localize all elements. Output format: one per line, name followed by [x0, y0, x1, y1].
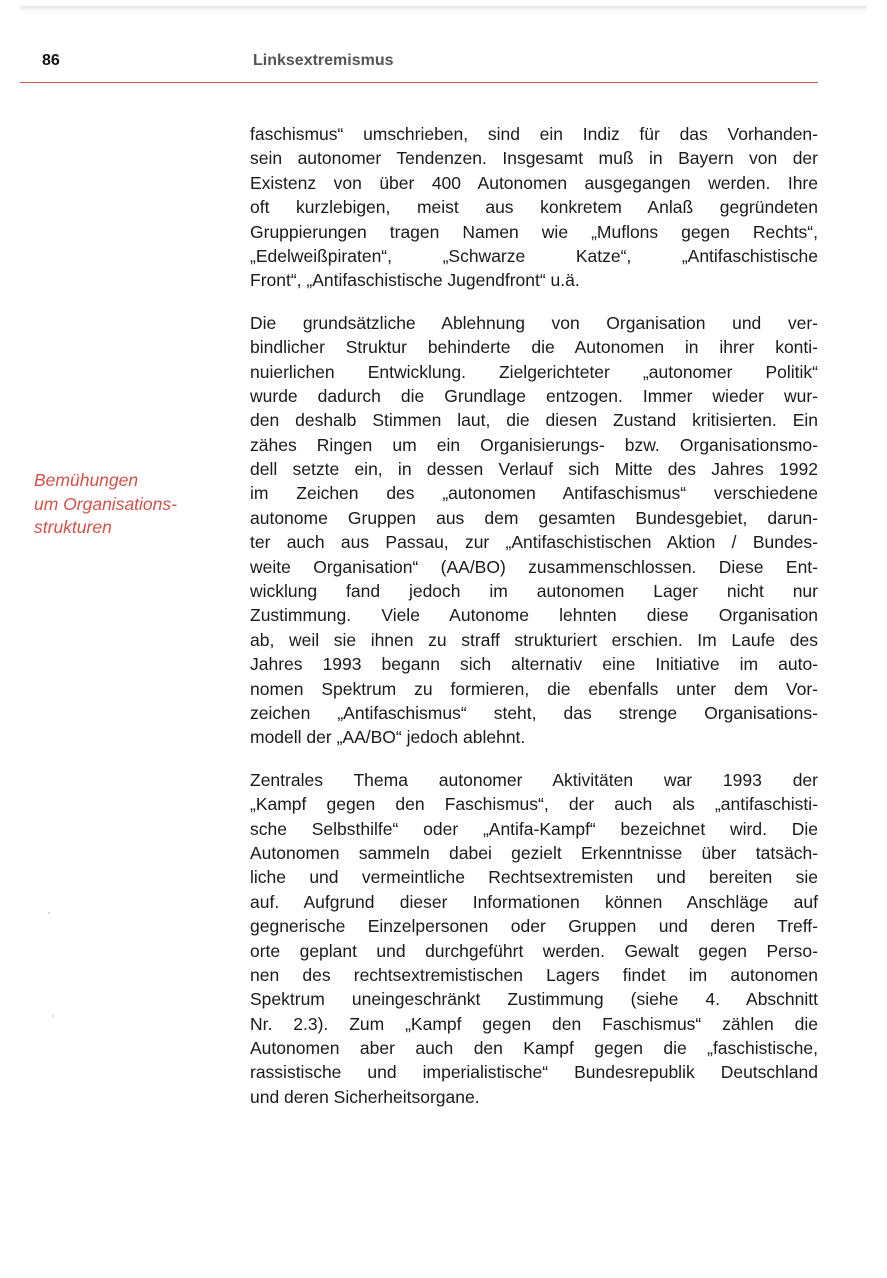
paragraph — [250, 122, 818, 293]
paragraph — [250, 311, 818, 750]
text-line: orte geplant und durchgeführt werden. Gewalt gegen Perso- — [250, 940, 818, 961]
text-line: modell der „AA/BO“ jedoch ablehnt. — [250, 727, 526, 748]
text-line: oft kurzlebigen, meist aus konkretem Anlaß gegründeten — [250, 197, 818, 218]
text-line: Spektrum uneingeschränkt Zustimmung (siehe 4. Abschnitt — [250, 989, 818, 1010]
text-line: „Kampf gegen den Faschismus“, der auch als „antifaschisti- — [250, 794, 818, 815]
page-number: 86 — [42, 52, 60, 69]
text-line: sche Selbsthilfe“ oder „Antifa-Kampf“ bezeichnet wird. Die — [250, 818, 818, 839]
text-line: dell setzte ein, in dessen Verlauf sich Mitte des Jahres 1992 — [250, 459, 818, 480]
text-line: gegnerische Einzelpersonen oder Gruppen und deren Treff- — [250, 916, 818, 937]
margin-note-line: Bemühungen — [34, 470, 139, 490]
text-line: Gruppierungen tragen Namen wie „Muflons gegen Rechts“, — [250, 221, 818, 242]
text-line: nen des rechtsextremistischen Lagers findet im autonomen — [250, 964, 818, 985]
text-line: Autonomen aber auch den Kampf gegen die „faschistische, — [250, 1038, 818, 1059]
text-line: rassistische und imperialistische“ Bundesrepublik Deutschland — [250, 1062, 818, 1083]
text-line: ab, weil sie ihnen zu straff strukturiert erschien. Im Laufe des — [250, 629, 818, 650]
margin-note-line: um Organisations- — [34, 493, 177, 514]
margin-note-line: strukturen — [34, 517, 112, 537]
text-line: ter auch aus Passau, zur „Antifaschistischen Aktion / Bundes- — [250, 532, 818, 553]
text-line: bindlicher Struktur behinderte die Autonomen in ihrer konti- — [250, 337, 818, 358]
paper-speck — [52, 1015, 54, 1017]
text-line: Front“, „Antifaschistische Jugendfront“ u.ä. — [250, 270, 580, 291]
text-line: wurde dadurch die Grundlage entzogen. Immer wieder wur- — [250, 385, 818, 406]
text-line: „Edelweißpiraten“, „Schwarze Katze“, „Antifaschistische — [250, 245, 818, 266]
text-line: liche und vermeintliche Rechtsextremisten und bereiten sie — [250, 867, 818, 888]
body-text — [250, 122, 818, 1127]
text-line: weite Organisation“ (AA/BO) zusammenschlossen. Diese Ent- — [250, 556, 818, 577]
text-line: zähes Ringen um ein Organisierungs- bzw. Organisationsmo- — [250, 434, 818, 455]
text-line: Zustimmung. Viele Autonome lehnten diese Organisation — [250, 605, 818, 626]
text-line: wicklung fand jedoch im autonomen Lager nicht nur — [250, 581, 818, 602]
text-line: Jahres 1993 begann sich alternativ eine Initiative im auto- — [250, 654, 818, 675]
text-line: und deren Sicherheitsorgane. — [250, 1086, 480, 1107]
text-line: im Zeichen des „autonomen Antifaschismus“ verschiedene — [250, 483, 818, 504]
text-line: autonome Gruppen aus dem gesamten Bundesgebiet, darun- — [250, 507, 818, 528]
page-header — [0, 52, 887, 92]
running-title: Linksextremismus — [253, 52, 394, 69]
text-line: Nr. 2.3). Zum „Kampf gegen den Faschismus“ zählen die — [250, 1013, 818, 1034]
text-line: auf. Aufgrund dieser Informationen können Anschläge auf — [250, 891, 818, 912]
text-line: den deshalb Stimmen laut, die diesen Zustand kritisierten. Ein — [250, 410, 818, 431]
text-line: Zentrales Thema autonomer Aktivitäten war 1993 der — [250, 769, 818, 790]
text-line: Existenz von über 400 Autonomen ausgegangen werden. Ihre — [250, 172, 818, 193]
margin-note — [34, 469, 234, 540]
text-line: faschismus“ umschrieben, sind ein Indiz für das Vorhanden- — [250, 124, 818, 144]
text-line: Autonomen sammeln dabei gezielt Erkenntnisse über tatsäch- — [250, 842, 818, 863]
paragraph — [250, 768, 818, 1109]
paper-speck — [48, 912, 50, 914]
text-line: zeichen „Antifaschismus“ steht, das strenge Organisations- — [250, 702, 818, 723]
text-line: Die grundsätzliche Ablehnung von Organisation und ver- — [250, 312, 818, 333]
text-line: nuierlichen Entwicklung. Zielgerichteter „autonomer Politik“ — [250, 361, 818, 382]
text-line: sein autonomer Tendenzen. Insgesamt muß in Bayern von der — [250, 148, 818, 169]
header-rule — [20, 82, 818, 83]
text-line: nomen Spektrum zu formieren, die ebenfalls unter dem Vor- — [250, 678, 818, 699]
page-top-edge — [20, 6, 867, 12]
